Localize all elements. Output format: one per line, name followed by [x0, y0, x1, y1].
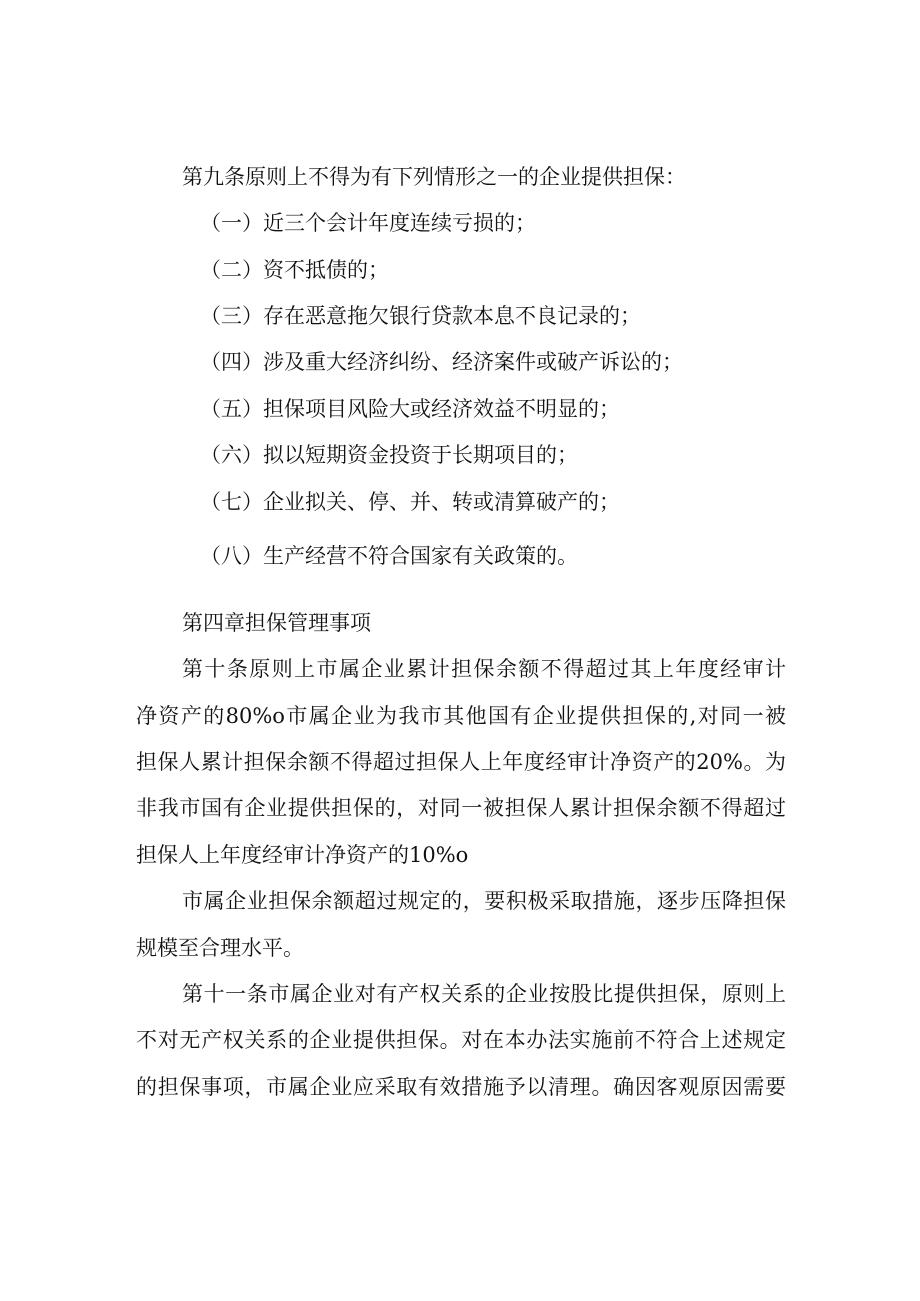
article-9-item-3: （三）存在恶意拖欠银行贷款本息不良记录的；	[200, 304, 641, 328]
article-9-heading: 第九条原则上不得为有下列情形之一的企业提供担保：	[182, 165, 686, 189]
article-10-line-1: 第十条原则上市属企业累计担保余额不得超过其上年度经审计	[182, 657, 786, 681]
reduce-paragraph-line-1: 市属企业担保余额超过规定的，要积极采取措施，逐步压降担保	[182, 889, 786, 913]
article-9-item-6: （六）拟以短期资金投资于长期项目的；	[200, 443, 578, 467]
article-9-item-1: （一）近三个会计年度连续亏损的；	[200, 211, 536, 235]
article-10-line-5: 担保人上年度经审计净资产的10%o	[136, 843, 469, 867]
article-9-item-8: （八）生产经营不符合国家有关政策的。	[200, 544, 578, 568]
chapter-4-title: 第四章担保管理事项	[182, 611, 371, 635]
article-11-line-1: 第十一条市属企业对有产权关系的企业按股比提供担保，原则上	[182, 982, 786, 1006]
article-9-item-7: （七）企业拟关、停、并、转或清算破产的；	[200, 490, 620, 514]
article-10-line-2: 净资产的80%o市属企业为我市其他国有企业提供担保的,对同一被	[136, 704, 786, 728]
article-9-item-2: （二）资不抵债的；	[200, 258, 389, 282]
article-9-item-4: （四）涉及重大经济纠纷、经济案件或破产诉讼的；	[200, 350, 683, 374]
article-11-line-2: 不对无产权关系的企业提供担保。对在本办法实施前不符合上述规定	[136, 1028, 786, 1052]
reduce-paragraph-line-2: 规模至合理水平。	[136, 936, 304, 960]
article-11-line-3: 的担保事项，市属企业应采取有效措施予以清理。确因客观原因需要	[136, 1075, 786, 1099]
article-9-item-5: （五）担保项目风险大或经济效益不明显的；	[200, 397, 620, 421]
article-10-line-4: 非我市国有企业提供担保的，对同一被担保人累计担保余额不得超过	[136, 796, 786, 820]
article-10-line-3: 担保人累计担保余额不得超过担保人上年度经审计净资产的20%。为	[136, 750, 786, 774]
